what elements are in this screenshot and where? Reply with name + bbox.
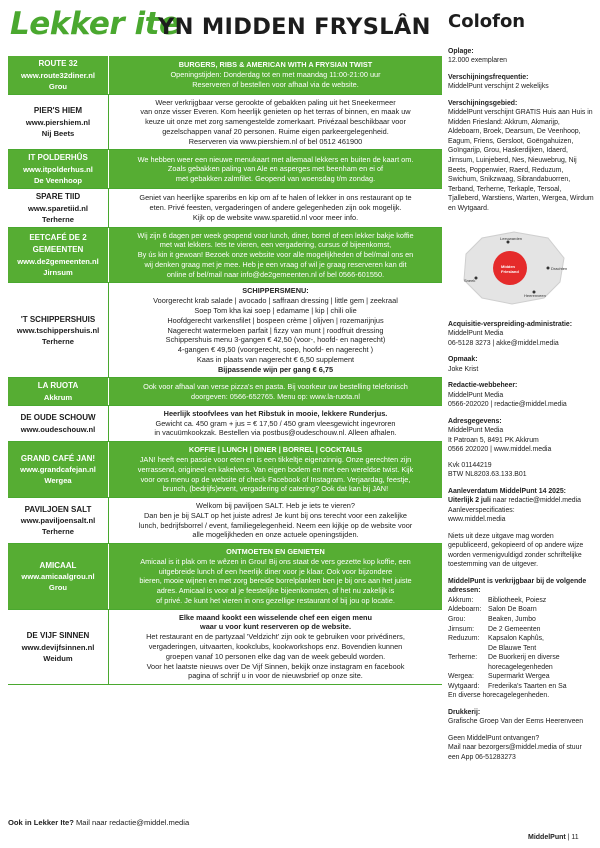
- restaurant-name: PIER'S HIEM: [33, 106, 83, 116]
- restaurant-description: [109, 95, 442, 150]
- frequency-label: Verschijningsfrequentie:: [448, 73, 529, 81]
- restaurant-table: [8, 56, 442, 685]
- restaurant-name: 'T SCHIPPERSHUIS: [20, 314, 96, 324]
- restaurant-name: DE OUDE SCHOUW: [20, 413, 96, 423]
- description-line: By ús kin it gewoan! Bezoek onze website voor alle mogelijkheden of bel/mail ons en: [137, 250, 414, 260]
- map-label-midden: Midden: [501, 264, 515, 270]
- aanlever-label: Aanleverdatum MiddelPunt 14 2025:: [448, 487, 566, 495]
- oplage-label: Oplage:: [448, 47, 474, 55]
- restaurant-name-cell: [8, 378, 109, 405]
- description-line: uitgebreide lunch of een heerlijk diner voor je klaar. Ook voor bijzondere: [158, 566, 393, 576]
- disclaimer: Niets uit deze uitgave mag worden gepubliceerd, gekopieerd of op andere wijze worden vermenigvuldigd zonder schriftelijke toestemming van de uitgever.: [448, 532, 584, 569]
- description-line: Elke maand kookt een wisselende chef een eigen menu: [178, 612, 373, 622]
- frequency-section: [448, 73, 594, 92]
- description-line: SCHIPPERSMENU:: [242, 286, 309, 296]
- description-line: waar u voor kunt reserveren op de website.: [199, 622, 351, 632]
- map-label-leeuwarden: Leeuwarden: [500, 236, 523, 242]
- address-place: Akkrum:: [448, 596, 474, 604]
- description-line: Weer verkrijgbaar verse gerookte of gebakken paling uit het Sneekermeer: [155, 97, 396, 107]
- address-location: De 2 Gemeenten: [488, 625, 541, 633]
- area-value: MiddelPunt verschijnt GRATIS Huis aan Huis in Midden Friesland: Akkrum, Akmarijp, Aldeboarn, Broek, Dearsum, De Veenhoop, Eagum, Friens, Gersloot, Goëngahuizen, Goïngarijp, Grou, Haskerdijken, Idaerd, Jirnsum, Luinjeberd, Nes, Nieuwebrug, Nij Beets, Poppenwier, Raerd, Reduzum, Swichum, Snikzwaag, Sibrandabuorren, Terband, Terherne, Terkaple, Tersoal, Tjalleberd, Warstiens, Warten, Wergea, Wirdum en Wytgaard.: [448, 109, 594, 212]
- restaurant-name: SPARE TIID: [35, 192, 81, 202]
- description-line: Heerlijk stoofvlees van het Ribstuk in mooie, lekkere Runderjus.: [163, 408, 388, 418]
- description-line: brunch, (bedrijfs)event, vergadering of catering? Ook dat kan bij JAN!: [162, 484, 389, 494]
- adres-section: [448, 417, 594, 480]
- aanlever-mail: naar redactie@middel.media: [490, 497, 582, 505]
- description-line: Wij zijn 6 dagen per week geopend voor lunch, diner, borrel of een lekker bakje koffie: [137, 230, 414, 240]
- description-line: eten. Privé feesten, vergaderingen of andere gelegenheden zijn ook mogelijk.: [149, 202, 402, 212]
- restaurant-url[interactable]: www.grandcafejan.nl: [20, 465, 96, 475]
- restaurant-place: Terherne: [42, 337, 74, 347]
- restaurant-url[interactable]: www.piershiem.nl: [25, 117, 91, 127]
- description-line: doorgeven: 0566-652765. Menu op: www.la-ruota.nl: [190, 391, 361, 401]
- restaurant-place: De Veenhoop: [33, 176, 83, 186]
- restaurant-name-cell: [8, 442, 109, 497]
- opmaak-label: Opmaak:: [448, 356, 478, 364]
- map-label-sneek: Sneek: [464, 278, 476, 284]
- address-location: Supermarkt Wergea: [488, 673, 550, 681]
- colofon-title: Colofon: [448, 11, 526, 32]
- address-location: De Blauwe Tent: [488, 644, 537, 652]
- description-line: adres. Amicaal is voor al je feestelijke bijeenkomsten, of het nu zakelijk is: [156, 586, 395, 596]
- restaurant-place: Grou: [48, 583, 68, 593]
- address-place: Wergea:: [448, 673, 474, 681]
- redactie-section: [448, 381, 594, 410]
- description-line: ONTMOETEN EN GENIETEN: [226, 547, 325, 557]
- aanlever-site: www.middel.media: [448, 516, 506, 524]
- footer-question: Ook in Lekker Ite?: [8, 818, 74, 827]
- restaurant-url[interactable]: www.oudeschouw.nl: [20, 424, 96, 434]
- restaurant-name-cell: [8, 283, 109, 377]
- area-section: [448, 99, 594, 213]
- restaurant-name: DE VIJF SINNEN: [26, 631, 90, 641]
- page-headline: YN MIDDEN FRYSLÂN: [158, 14, 431, 40]
- description-line: Kaas in plaats van nagerecht € 6,50 supplement: [196, 354, 355, 364]
- description-line: of privé. Je kunt het vieren in ons gezellige restaurant of bij jou op locatie.: [156, 595, 395, 605]
- restaurant-name: PAVILJOEN SALT: [24, 504, 92, 514]
- description-line: Reserveren of bestellen voor afhaal via de website.: [192, 79, 359, 89]
- address-place: Terherne:: [448, 654, 478, 662]
- restaurant-name: ROUTE 32: [38, 59, 78, 68]
- description-line: met gebakken zalmfilet. Geopend van woensdag t/m zondag.: [175, 174, 376, 184]
- restaurant-url[interactable]: www.route32diner.nl: [21, 70, 95, 80]
- footer-mail: Mail naar redactie@middel.media: [73, 818, 190, 827]
- description-line: groepen vanaf 10 personen elke dag van de week gebeuld worden.: [165, 651, 386, 661]
- redactie-company: MiddelPunt Media: [448, 391, 504, 399]
- address-place: Jirnsum:: [448, 625, 475, 633]
- footer-brand: MiddelPunt: [528, 834, 566, 841]
- description-line: Gewicht ca. 450 gram + jus = € 17,50 / 450 gram vleesgewicht ingevroren: [155, 418, 396, 428]
- restaurant-place: Jirnsum: [43, 267, 73, 277]
- description-line: voor ons menu op de website of check Facebook of Instagram. Verjaardag, feestje,: [140, 474, 411, 484]
- btw-number: BTW NL8203.63.133.B01: [448, 471, 527, 479]
- opmaak-value: Joke Krist: [448, 365, 479, 373]
- description-line: Het restaurant en de partyzaal 'Veldzicht' zijn ook te gebruiken voor privédiners,: [146, 632, 405, 642]
- restaurant-place: Akkrum: [43, 392, 73, 402]
- address-list-end: En diverse horecagelegenheden.: [448, 692, 550, 700]
- address-list: [448, 596, 594, 691]
- description-line: pagina of schrijf u in voor de nieuwsbrief op onze site.: [188, 671, 363, 681]
- address-place: [448, 663, 488, 673]
- description-line: Hoofdgerecht varkensfilet | bospeen crème | olijven | rozemarijnjus: [167, 315, 384, 325]
- description-line: wij denken graag met je mee. Heb je een vraag of wil je graag reserveren kan dit: [144, 259, 407, 269]
- description-line: gezelschappen vanaf 20 personen. Ruime eigen parkeergelegenheid.: [162, 126, 389, 136]
- restaurant-description: [109, 544, 442, 609]
- description-line: Openingstijden: Donderdag tot en met maandag 11:00-21:00 uur: [170, 69, 381, 79]
- restaurant-place: Terherne: [42, 527, 74, 537]
- restaurant-url[interactable]: www.itpolderhus.nl: [23, 165, 93, 175]
- restaurant-url[interactable]: www.tschippershuis.nl: [16, 326, 100, 336]
- redactie-contact: 0566-202020 | redactie@middel.media: [448, 401, 567, 409]
- restaurant-row: [8, 610, 442, 685]
- address-place: Grou:: [448, 616, 466, 623]
- description-line: Geniet van heerlijke spareribs en kip om af te halen of lekker in ons restaurant op te: [139, 193, 412, 203]
- description-line: Ook voor afhaal van verse pizza's en pasta. Bij voorkeur uw bestelling telefonisch: [143, 381, 408, 391]
- restaurant-place: Grou: [48, 81, 68, 91]
- description-line: Nagerecht watermeloen parfait | fizzy van munt | roodfruit dressing: [167, 325, 384, 335]
- restaurant-description: [109, 56, 442, 94]
- restaurant-name: IT POLDERHÛS: [28, 153, 88, 163]
- kvk-number: Kvk 01144219: [448, 461, 492, 469]
- ontvangen-question: Geen MiddelPunt ontvangen?: [448, 734, 540, 742]
- description-line: JAN! heeft een passie voor eten en is een tikkeltje eigenzinnig. Onze gerechten zijn: [139, 454, 412, 464]
- address-location: Bibliotheek, Poiesz: [488, 596, 547, 604]
- address-location: Frederika's Taarten en Sa: [488, 682, 567, 690]
- oplage-section: [448, 47, 594, 66]
- footer-page: [528, 834, 579, 841]
- verkrijgbaar-section: [448, 577, 594, 701]
- friesland-map: [452, 224, 572, 308]
- ontvangen-instructions: Mail naar bezorgers@middel.media of stuur een App 06-51283273: [448, 744, 582, 761]
- address-location: De Buorkerij en diverse: [488, 654, 560, 662]
- restaurant-place: Wergea: [44, 476, 72, 486]
- map-label-heerenveen: Heerenveen: [524, 293, 546, 299]
- description-line: Amicaal is it plak om te wêzen in Grou! Bij ons staat de vers gezette kop koffie, een: [140, 556, 411, 566]
- restaurant-description: [109, 283, 442, 377]
- restaurant-description: [109, 406, 442, 441]
- drukkerij-value: Grafische Groep Van der Eems Heerenveen: [448, 718, 584, 726]
- area-label: Verschijningsgebied:: [448, 99, 518, 107]
- restaurant-description: [109, 189, 442, 227]
- drukkerij-section: [448, 708, 594, 727]
- restaurant-url[interactable]: www.devijfsinnen.nl: [21, 642, 95, 652]
- description-line: Welkom bij paviljoen SALT. Heb je iets te vieren?: [196, 501, 355, 511]
- description-line: Soep Tom kha kai soep | edamame | kip | chili olie: [194, 305, 357, 315]
- restaurant-row: [8, 189, 442, 228]
- acquisitie-contact: 06-5128 3273 | akke@middel.media: [448, 339, 559, 347]
- acquisitie-company: MiddelPunt Media: [448, 330, 504, 338]
- description-line: BURGERS, RIBS & AMERICAN WITH A FRYSIAN TWIST: [178, 60, 373, 70]
- description-line: Voorgerecht krab salade | avocado | saffraan dressing | little gem | zeekraal: [153, 296, 398, 306]
- restaurant-name: LA RUOTA: [37, 381, 79, 391]
- lekker-ite-logo: Lekker ite: [10, 6, 180, 42]
- map-label-friesland: Friesland: [501, 269, 519, 275]
- drukkerij-label: Drukkerij:: [448, 708, 481, 716]
- address-location: Salon De Boarn: [488, 606, 537, 614]
- address-place: Aldeboarn:: [448, 606, 482, 614]
- adres-street: It Patroan 5, 8491 PK Akkrum: [448, 436, 539, 444]
- restaurant-place: Weidum: [43, 653, 73, 663]
- restaurant-name-cell: [8, 56, 109, 94]
- restaurant-place: Terherne: [42, 214, 74, 224]
- description-line: Dan ben je bij SALT op het juiste adres! Je kunt bij ons terecht voor een zakelijke: [143, 510, 408, 520]
- redactie-label: Redactie-webbeheer:: [448, 382, 518, 390]
- description-line: Voor het laatste nieuws over De Vijf Sinnen, bekijk onze instagram en facebook: [146, 661, 405, 671]
- restaurant-row: [8, 406, 442, 442]
- description-line: Bijpassende wijn per gang € 6,75: [217, 364, 334, 374]
- description-line: We hebben weer een nieuwe menukaart met allemaal lekkers en buiten de kaart om.: [137, 154, 414, 164]
- restaurant-name-cell: [8, 610, 109, 684]
- adres-company: MiddelPunt Media: [448, 427, 504, 435]
- restaurant-row: [8, 544, 442, 610]
- restaurant-description: [109, 150, 442, 188]
- restaurant-row: [8, 95, 442, 151]
- description-line: keuze uit onze met zorg samengestelde zomerkaart. Privézaal beschikbaar voor: [145, 117, 406, 127]
- restaurant-description: [109, 610, 442, 684]
- restaurant-name-cell: [8, 95, 109, 150]
- restaurant-description: [109, 498, 442, 543]
- restaurant-place: Nij Beets: [41, 128, 75, 138]
- description-line: alle mogelijkheden en onze actuele openingstijden.: [192, 530, 359, 540]
- colofon-sidebar: [448, 10, 594, 769]
- restaurant-name: GRAND CAFÉ JAN!: [20, 453, 96, 463]
- address-location: horecagelegenheden: [488, 663, 553, 671]
- address-location: Kapsalon Kaphûs,: [488, 635, 544, 643]
- restaurant-description: [109, 442, 442, 497]
- restaurant-name-cell: [8, 228, 109, 283]
- restaurant-url[interactable]: www.paviljoensalt.nl: [20, 516, 96, 526]
- restaurant-row: [8, 228, 442, 284]
- aanlever-spec-label: Aanleverspecificaties:: [448, 506, 515, 514]
- restaurant-row: [8, 150, 442, 189]
- acquisitie-label: Acquisitie-verspreiding-administratie:: [448, 320, 573, 328]
- description-line: verrassend, origineel en kakelvers. Van eigen bodem en met een wereldse twist. Kijk: [137, 464, 414, 474]
- aanlever-deadline: [448, 496, 594, 506]
- address-location: Beaken, Jumbo: [488, 616, 536, 623]
- opmaak-section: [448, 355, 594, 374]
- address-place: [448, 644, 488, 654]
- description-line: lunch, bedrijfsborrel / event, familiegelegenheid. Neem een kijkje op de website voor: [138, 520, 413, 530]
- description-line: in vacuümkookzak. Bestellen via postbus@oudeschouw.nl. Alleen afhalen.: [154, 428, 397, 438]
- description-line: bieren, mooie wijnen en met zorg bereide borrelplanken ben je bij ons aan het juiste: [139, 576, 412, 586]
- adres-label: Adresgegevens:: [448, 417, 502, 425]
- restaurant-description: [109, 228, 442, 283]
- restaurant-name-cell: [8, 406, 109, 441]
- restaurant-row: [8, 56, 442, 95]
- restaurant-name: AMICAAL: [39, 560, 77, 570]
- description-line: vergaderingen, uitvaarten, kookclubs, kookworkshops enz. Bovendien kunnen: [148, 642, 403, 651]
- description-line: met wat lekkers. Iets te vieren, een vergadering, cursus of bijeenkomst,: [159, 240, 392, 250]
- restaurant-name-cell: [8, 498, 109, 543]
- description-line: Reserveren via www.piershiem.nl of bel 0512 461900: [188, 136, 363, 146]
- frequency-value: MiddelPunt verschijnt 2 wekelijks: [448, 83, 549, 91]
- aanlever-section: [448, 487, 594, 525]
- restaurant-url[interactable]: www.amicaalgrou.nl: [21, 572, 95, 582]
- description-line: Kijk op de website www.sparetiid.nl voor meer info.: [192, 212, 359, 222]
- acquisitie-section: [448, 320, 594, 349]
- page-header: [8, 6, 440, 50]
- address-place: Wytgaard:: [448, 682, 480, 690]
- adres-contact: 0566 202020 | www.middel.media: [448, 446, 552, 454]
- verkrijgbaar-label: MiddelPunt is verkrijgbaar bij de volgende adressen:: [448, 577, 587, 595]
- restaurant-url[interactable]: www.de2gemeenten.nl: [17, 256, 99, 266]
- restaurant-row: [8, 498, 442, 544]
- description-line: Zoals gebakken paling van Ale en asperges met beenham en ei of: [167, 164, 384, 174]
- description-line: KOFFIE | LUNCH | DINER | BORREL | COCKTAILS: [188, 445, 363, 455]
- restaurant-row: [8, 442, 442, 498]
- description-line: Schippershuis menu 3-gangen € 42,50 (voor-, hoofd- en nagerecht): [165, 335, 386, 345]
- oplage-value: 12.000 exemplaren: [448, 57, 507, 65]
- restaurant-description: [109, 378, 442, 405]
- restaurant-name: EETCAFÉ DE 2 GEMEENTEN: [29, 233, 87, 255]
- aanlever-date: Uiterlijk 2 juli: [448, 497, 491, 505]
- description-line: online of bel/mail naar info@de2gemeenten.nl of bel 0566-601550.: [166, 269, 385, 279]
- footer-cta: [8, 818, 189, 827]
- footer-page-number: | 11: [565, 834, 579, 841]
- restaurant-name-cell: [8, 189, 109, 227]
- map-label-drachten: Drachten: [551, 266, 568, 272]
- restaurant-row: [8, 283, 442, 378]
- restaurant-name-cell: [8, 150, 109, 188]
- description-line: van onze visser Everen. Kom heerlijk genieten op het terras of binnen, en maak uw: [140, 107, 411, 117]
- restaurant-row: [8, 378, 442, 406]
- restaurant-url[interactable]: www.sparetiid.nl: [27, 203, 89, 213]
- ontvangen-section: [448, 734, 594, 763]
- description-line: 4-gangen € 49,50 (voorgerecht, soep, hoofd- en nagerecht ): [177, 345, 374, 355]
- restaurant-name-cell: [8, 544, 109, 609]
- address-place: Reduzum:: [448, 635, 480, 643]
